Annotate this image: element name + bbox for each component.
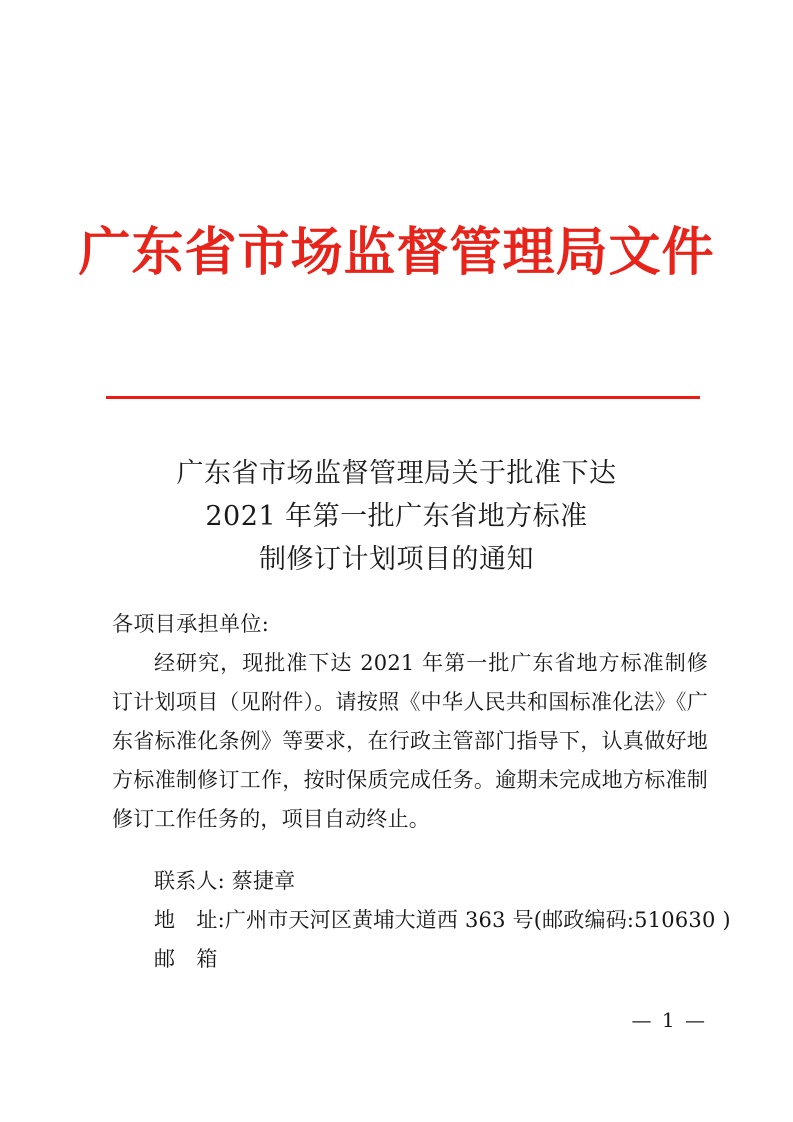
contact-address-line: 地 址:广州市天河区黄埔大道西 363 号(邮政编码:510630 ) xyxy=(154,908,731,932)
masthead-title: 广东省市场监督管理局文件 xyxy=(78,222,715,283)
document-title-line-3: 制修订计划项目的通知 xyxy=(259,544,534,575)
contact-person-line: 联系人: 蔡捷章 xyxy=(154,869,296,893)
document-title xyxy=(0,452,793,581)
masthead-red-rule xyxy=(106,396,700,399)
document-title-line-1: 广东省市场监督管理局关于批准下达 xyxy=(176,458,617,489)
document-title-line-2: 2021 年第一批广东省地方标准 xyxy=(205,501,588,532)
salutation: 各项目承担单位: xyxy=(112,612,270,636)
contact-block xyxy=(112,862,731,979)
page-number: — 1 — xyxy=(631,1008,707,1032)
footer xyxy=(0,1008,707,1032)
contact-email-line: 邮 箱 xyxy=(154,947,218,971)
masthead xyxy=(0,222,793,283)
body-block xyxy=(112,605,708,839)
body-paragraph: 经研究，现批准下达 2021 年第一批广东省地方标准制修订计划项目（见附件）。请按照《中华人民共和国标准化法》《广东省标准化条例》等要求，在行政主管部门指导下，认真做好地方标准制修订工作，按时保质完成任务。逾期未完成地方标准制修订工作任务的，项目自动终止。 xyxy=(112,651,708,831)
